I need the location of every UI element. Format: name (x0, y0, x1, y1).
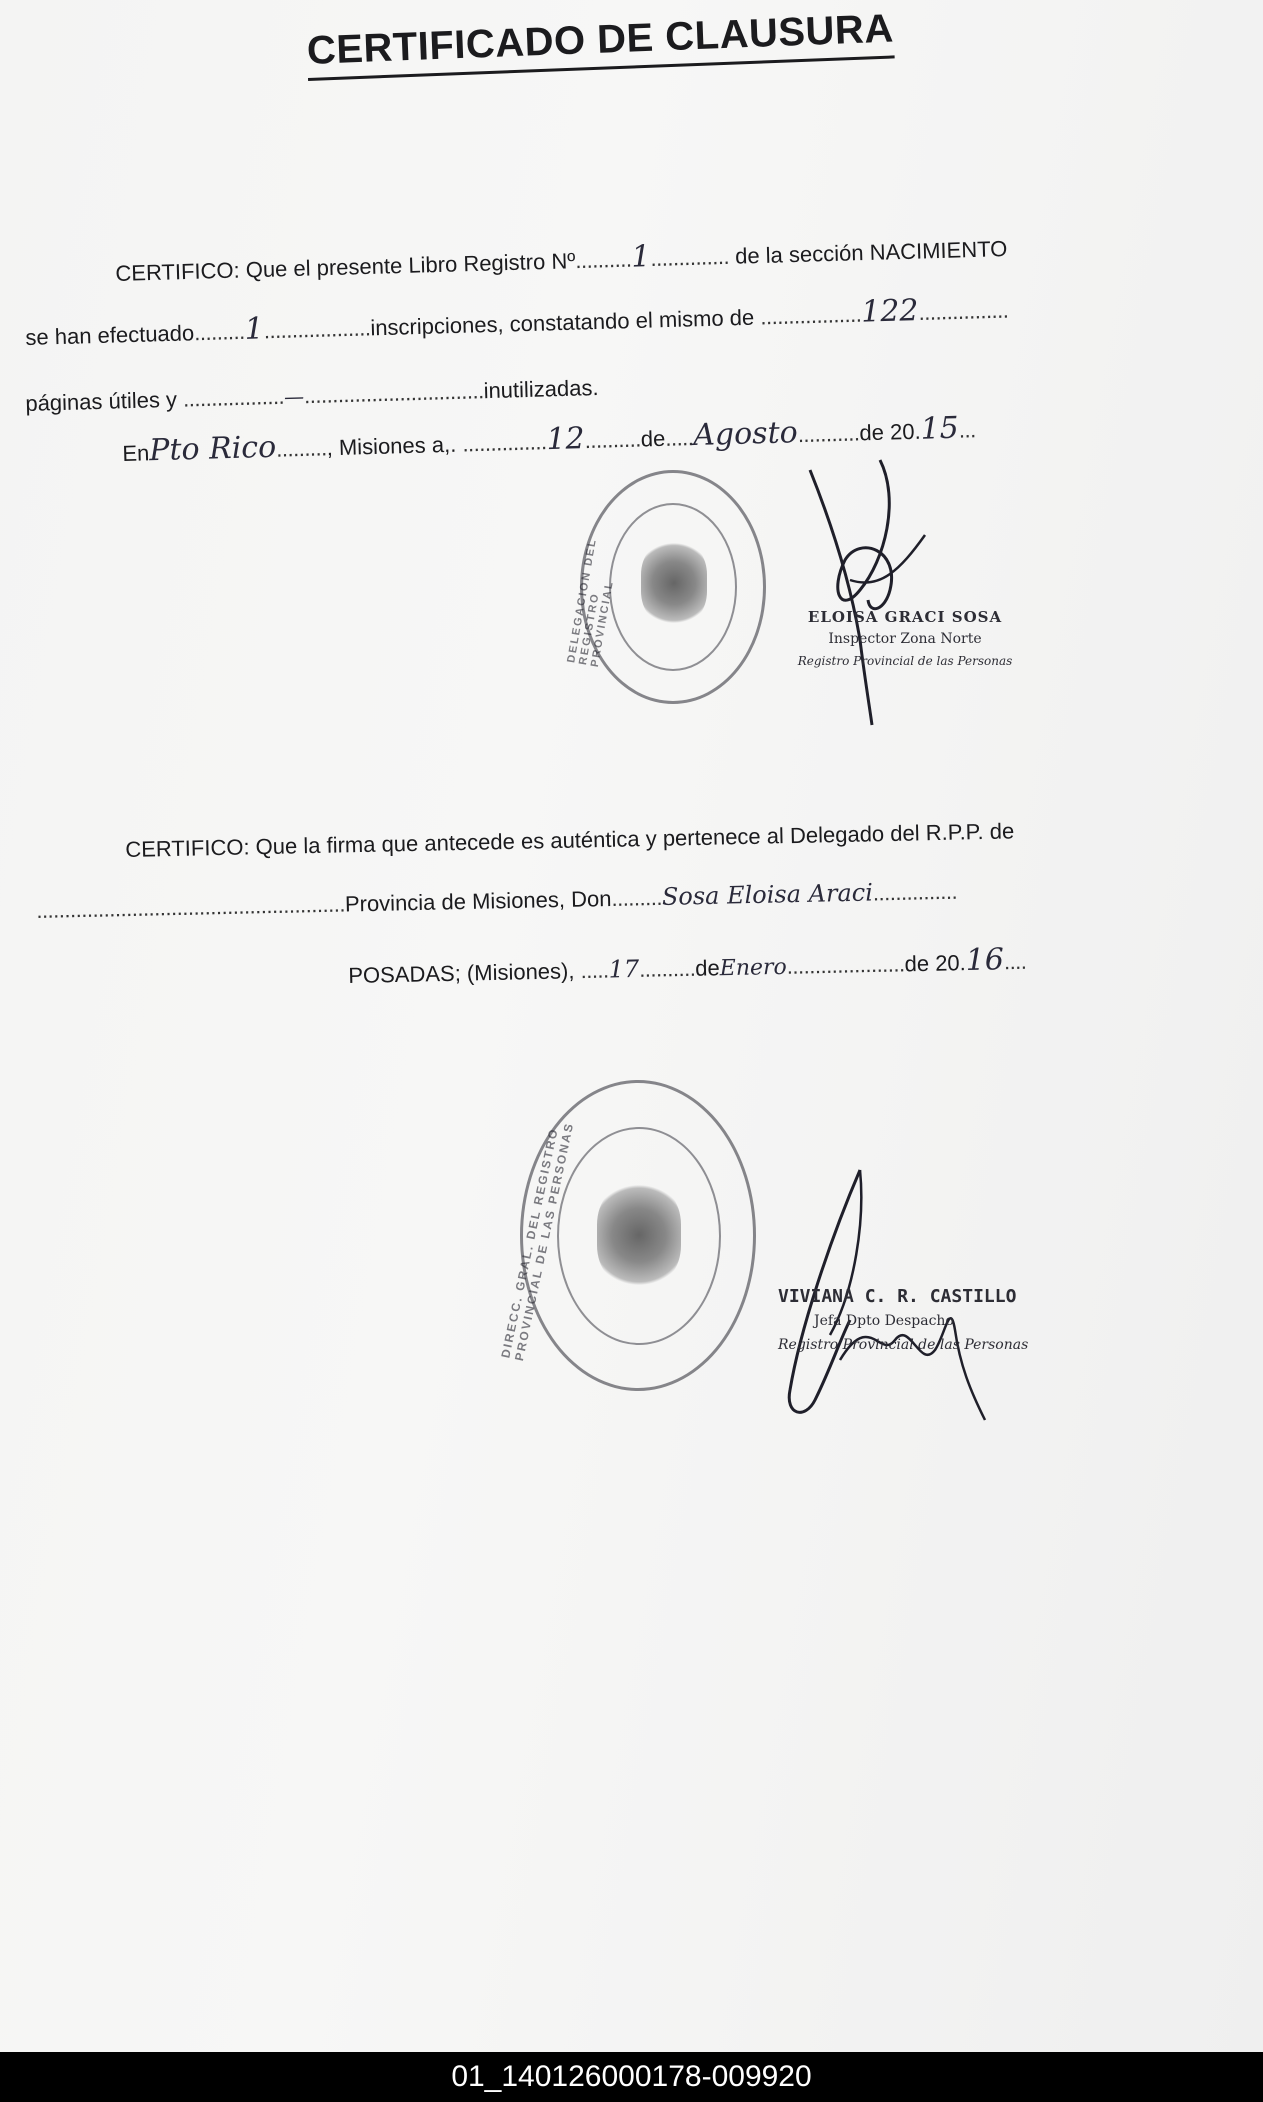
inscriptions-count: 1 (244, 311, 265, 347)
dotted-fill: ..................... (786, 951, 905, 979)
cert2-de-label: de (695, 955, 721, 981)
cert1-line1 (115, 233, 1008, 288)
dotted-fill: ..... (580, 957, 609, 984)
dotted-fill: ......... (611, 884, 663, 911)
signature-1 (790, 440, 950, 730)
cert2-year-prefix: de 20. (904, 950, 967, 977)
signer-2-org: Registro Provincial de las Personas (778, 1337, 1029, 1353)
cert1-line2 (25, 295, 1009, 352)
coat-of-arms-icon (597, 1183, 681, 1287)
stamp-text: DELEGACION DEL REGISTRO PROVINCIAL (565, 537, 616, 668)
cert1-en-label: En (122, 440, 150, 466)
unused-pages: — (283, 384, 305, 409)
stamp-text: DIRECC. GRAL. DEL REGISTRO PROVINCIAL DE LAS PERSONAS (498, 1120, 577, 1363)
place-name: Pto Rico (148, 429, 277, 469)
dotted-fill: .......... (584, 426, 642, 454)
cert1-line3 (25, 374, 599, 418)
signer-1-org: Registro Provincial de las Personas (797, 654, 1013, 668)
dotted-fill: ............... (872, 878, 958, 906)
signer-2-name: VIVIANA C. R. CASTILLO (778, 1286, 1017, 1307)
dotted-fill: .... (1003, 948, 1027, 975)
cert2-line1 (125, 817, 1014, 864)
delegation-stamp (565, 470, 766, 704)
dotted-fill: ................................ (303, 378, 484, 409)
signer-1-name: ELOISA GRACI SOSA (807, 608, 1003, 626)
cert1-day: 12 (545, 421, 586, 458)
dotted-fill: .......... (638, 955, 696, 982)
dotted-fill: ................ (918, 297, 1009, 326)
directorate-stamp (498, 1080, 756, 1391)
cert1-line2-prefix: se han efectuado (25, 320, 195, 350)
dotted-fill: ......... (275, 435, 328, 462)
cert1-line3-suffix: inutilizadas. (483, 374, 599, 404)
signer-2-block (778, 1285, 1058, 1357)
cert1-line3-prefix: páginas útiles y (25, 386, 178, 416)
delegate-name: Sosa Eloisa Araci (661, 878, 874, 911)
dotted-fill: ........... (797, 420, 860, 448)
cert2-year: 16 (965, 942, 1005, 979)
signer-1-role: Inspector Zona Norte (828, 631, 982, 647)
dotted-fill: ..... (664, 425, 694, 451)
cert2-month: Enero (719, 954, 788, 982)
cert1-line1-prefix: CERTIFICO: Que el presente Libro Registro Nº (115, 248, 576, 286)
pages-count: 122 (860, 293, 919, 330)
signer-1-block (790, 606, 1020, 672)
cert2-line1-text: CERTIFICO: Que la firma que antecede es auténtica y pertenece al Delegado del R.P.P. de (125, 818, 1015, 862)
dotted-fill: ................... (263, 315, 371, 344)
book-number: 1 (630, 239, 651, 275)
cert1-year-prefix: de 20. (859, 418, 921, 446)
cert2-line3 (348, 942, 1027, 991)
cert1-month: Agosto (692, 415, 799, 454)
dotted-fill: ... (958, 417, 976, 443)
signer-2-role: Jefa Dpto Despacho (814, 1313, 954, 1329)
dotted-fill: .................. (759, 301, 862, 330)
dotted-fill: ............... (462, 429, 547, 457)
dotted-fill: .......... (574, 246, 632, 274)
dotted-fill: .............. (650, 243, 730, 272)
coat-of-arms-icon (641, 541, 707, 625)
cert2-line2-text: Provincia de Misiones, Don (344, 885, 612, 917)
cert1-de-label: de (640, 425, 666, 452)
scan-id-footer: 01_140126000178-009920 (0, 2052, 1263, 2102)
cert2-day: 17 (608, 954, 640, 984)
cert1-year: 15 (920, 410, 960, 447)
dotted-fill: .................. (182, 383, 285, 412)
cert1-misiones: , Misiones a,. (326, 431, 457, 461)
cert1-line1-suffix: de la sección NACIMIENTO (734, 236, 1008, 269)
cert1-line2-middle: inscripciones, constatando el mismo de (370, 304, 755, 341)
dotted-fill: ......... (193, 318, 246, 346)
dotted-fill: ....................................................... (36, 891, 346, 923)
cert2-line2 (36, 877, 957, 925)
document-title: CERTIFICADO DE CLAUSURA (306, 3, 895, 80)
cert2-line3-prefix: POSADAS; (Misiones), (348, 958, 575, 988)
